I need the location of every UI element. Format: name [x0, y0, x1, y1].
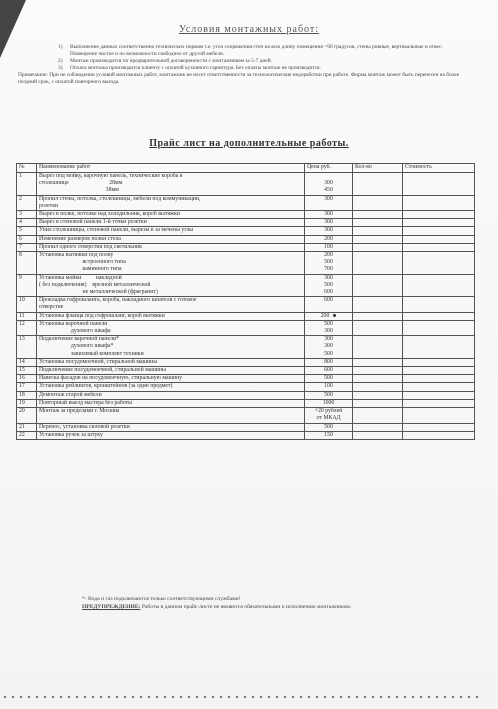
row-price	[305, 399, 353, 407]
row-name-line: Монтаж за пределами г. Москвы	[39, 408, 120, 415]
row-price-line: 500	[324, 423, 333, 430]
row-number: 21	[17, 423, 37, 431]
scan-dot	[404, 696, 406, 698]
row-number: 22	[17, 431, 37, 439]
row-price-line: 1000	[322, 399, 335, 406]
row-price-line	[307, 304, 350, 311]
scan-dot	[252, 696, 254, 698]
row-qty	[353, 391, 403, 399]
condition-number: 3)	[58, 65, 63, 71]
scan-dot	[364, 696, 366, 698]
row-price	[305, 423, 353, 431]
row-price-line: 200	[324, 252, 333, 259]
row-name-line: Упил столешницы, стеновой панели, вырезы в за мечены углы	[39, 227, 194, 234]
row-number: 7	[17, 243, 37, 251]
scan-dot	[84, 696, 86, 698]
row-name-line: Подключение посудомоечной, стиральной машины	[39, 367, 166, 374]
row-price-line: 300	[324, 227, 333, 234]
scan-dot	[44, 696, 46, 698]
row-qty	[353, 399, 403, 407]
row-qty	[353, 358, 403, 366]
scan-dot	[284, 696, 286, 698]
row-name	[37, 399, 305, 407]
scan-dot	[300, 696, 302, 698]
row-price-line: 450	[324, 187, 333, 194]
scan-dot	[324, 696, 326, 698]
row-cost	[403, 383, 475, 391]
row-price-line: 800	[324, 358, 333, 365]
row-price-line: 500	[324, 350, 333, 357]
row-price	[305, 274, 353, 297]
row-price	[305, 431, 353, 439]
condition-text: Выполнение данных соответственно технических нормам т.е. угол сопряжения стен на всю длину помещения =90 градусов, стены ровные, вертикальные и отвес. Помещение чистое и по возможности свободное от другой мебели.	[70, 44, 443, 57]
footer-notes	[82, 595, 462, 611]
condition-number: 2)	[58, 58, 63, 64]
row-cost	[403, 336, 475, 359]
row-name-line: Установка мойки накладной	[39, 274, 122, 281]
table-row	[17, 211, 475, 219]
row-cost	[403, 227, 475, 235]
row-cost	[403, 243, 475, 251]
scan-dot	[204, 696, 206, 698]
scan-dot	[76, 696, 78, 698]
row-name	[37, 243, 305, 251]
row-price-line: 500	[324, 259, 333, 266]
row-price-line: 300	[324, 343, 333, 350]
scan-dot	[388, 696, 390, 698]
row-name	[37, 195, 305, 210]
scan-dot	[372, 696, 374, 698]
row-number: 6	[17, 235, 37, 243]
row-name-line: Навеска фасадов на посудомоечную, стиральную машину	[39, 375, 183, 382]
scan-dot	[332, 696, 334, 698]
scan-dot	[452, 696, 454, 698]
row-qty	[353, 219, 403, 227]
row-cost	[403, 423, 475, 431]
row-name-line: Установка ручек за штуку	[39, 431, 103, 438]
scan-dot	[20, 696, 22, 698]
row-name	[37, 358, 305, 366]
scan-dot	[124, 696, 126, 698]
row-name-line: духового шкафа	[39, 328, 111, 335]
row-name	[37, 423, 305, 431]
row-name-line: Установка посудомоечной, стиральной машины	[39, 358, 158, 365]
row-name	[37, 235, 305, 243]
scan-dot	[108, 696, 110, 698]
row-name-line: Изменение размеров полки стола	[39, 235, 121, 242]
row-price-line: от МКАД	[316, 415, 341, 422]
conditions-note: Примечание: При не соблюдении условий монтажных работ, монтажник не несет ответственности за технологические недоработки при работе. Фирма монтаж может быть перенесен на более поздний срок, с оплатой повторного выезда.	[18, 72, 460, 85]
table-row	[17, 391, 475, 399]
row-name	[37, 367, 305, 375]
scan-dot	[4, 696, 6, 698]
condition-number: 1)	[58, 44, 63, 50]
row-price-line: 200	[324, 235, 333, 242]
row-price	[305, 408, 353, 423]
row-number: 13	[17, 336, 37, 359]
condition-text: Монтаж производится по предварительной договоренности с монтажником за 5-7 дней.	[70, 58, 272, 64]
row-name-line: Перенос, установка силовой розетки	[39, 423, 130, 430]
row-number: 12	[17, 320, 37, 335]
row-qty	[353, 227, 403, 235]
row-qty	[353, 336, 403, 359]
row-number: 16	[17, 375, 37, 383]
row-cost	[403, 235, 475, 243]
table-row	[17, 219, 475, 227]
row-price-line: 500	[324, 281, 333, 288]
row-qty	[353, 211, 403, 219]
row-qty	[353, 320, 403, 335]
row-price-line: 100	[324, 243, 333, 250]
row-qty	[353, 235, 403, 243]
row-name	[37, 383, 305, 391]
row-qty	[353, 243, 403, 251]
scan-dot	[60, 696, 62, 698]
row-name-line: Пропил одного отверстия под светильник	[39, 243, 142, 250]
row-qty	[353, 274, 403, 297]
scan-dot	[260, 696, 262, 698]
row-name	[37, 211, 305, 219]
row-price-line: 600	[324, 367, 333, 374]
row-price-line	[307, 173, 350, 180]
row-price	[305, 219, 353, 227]
table-row	[17, 358, 475, 366]
row-price	[305, 211, 353, 219]
row-price-line: 300	[324, 336, 333, 343]
row-price	[305, 358, 353, 366]
row-name-line: Вырез в полке, потолке над холодильник, короб вытяжки	[39, 211, 180, 218]
scan-dot	[356, 696, 358, 698]
row-name-line: столешнице 28мм	[39, 180, 123, 187]
scan-dot	[228, 696, 230, 698]
row-cost	[403, 195, 475, 210]
row-price-line: 500	[324, 391, 333, 398]
row-number: 19	[17, 399, 37, 407]
row-name	[37, 274, 305, 297]
row-cost	[403, 211, 475, 219]
scan-dot	[116, 696, 118, 698]
scan-dot	[460, 696, 462, 698]
row-name-line: встроенного типа	[39, 259, 126, 266]
scan-dot	[52, 696, 54, 698]
price-list-title: Прайс лист на дополнительные работы.	[149, 138, 349, 149]
table-row	[17, 399, 475, 407]
row-name-line: Пропил стены, потолка, столешницы, мебели под коммуникации,	[39, 195, 201, 202]
scan-dot	[156, 696, 158, 698]
table-row	[17, 336, 475, 359]
row-price	[305, 391, 353, 399]
row-cost	[403, 367, 475, 375]
row-price-line: 300	[324, 195, 333, 202]
row-price-line	[307, 203, 350, 210]
row-number: 1	[17, 173, 37, 196]
row-name	[37, 375, 305, 383]
row-number: 4	[17, 219, 37, 227]
row-price	[305, 336, 353, 359]
scan-dot	[68, 696, 70, 698]
table-header-row	[17, 164, 475, 173]
conditions-list	[18, 44, 462, 86]
scan-dot	[468, 696, 470, 698]
row-name-line: Повторный выезд мастера без работы	[39, 399, 133, 406]
row-name	[37, 431, 305, 439]
condition-text: Оплата монтажа производится клиенту с оплатой кухонного гарнитура. Без оплаты монтаж не производится.	[70, 65, 321, 71]
scan-dot	[420, 696, 422, 698]
scan-dot	[436, 696, 438, 698]
condition-item	[58, 65, 462, 72]
row-number: 8	[17, 252, 37, 275]
row-cost	[403, 274, 475, 297]
table-row	[17, 243, 475, 251]
row-cost	[403, 320, 475, 335]
row-cost	[403, 297, 475, 312]
scan-dot	[428, 696, 430, 698]
row-qty	[353, 312, 403, 320]
scan-dot	[92, 696, 94, 698]
row-price-line: 600	[324, 297, 333, 304]
row-name-line: Установка варочной панели	[39, 320, 108, 327]
table-row	[17, 431, 475, 439]
row-price-line: 150	[324, 431, 333, 438]
row-price	[305, 235, 353, 243]
table-row	[17, 312, 475, 320]
warning-text: Работы в данном прайс-листе не являются обязательными к исполнению монтажником.	[140, 604, 352, 610]
scan-dot	[140, 696, 142, 698]
row-price-line: 300	[324, 274, 333, 281]
table-row	[17, 408, 475, 423]
condition-item	[58, 58, 462, 65]
scan-bottom-dots	[0, 696, 498, 702]
row-price	[305, 195, 353, 210]
row-name-line: духового шкафа*	[39, 343, 114, 350]
scan-dot	[396, 696, 398, 698]
row-name-line: розетки	[39, 202, 59, 209]
table-row	[17, 383, 475, 391]
row-qty	[353, 367, 403, 375]
row-price-line: 700	[324, 266, 333, 273]
row-name	[37, 391, 305, 399]
row-price-line: 300	[324, 328, 333, 335]
row-cost	[403, 173, 475, 196]
table-row	[17, 320, 475, 335]
table-row	[17, 423, 475, 431]
row-qty	[353, 423, 403, 431]
row-name-line: Установка фланца под гофрошланг, короб вытяжки	[39, 312, 165, 319]
scan-dot	[308, 696, 310, 698]
row-name	[37, 219, 305, 227]
warning-label: ПРЕДУПРЕЖДЕНИЕ:	[82, 604, 141, 610]
row-qty	[353, 431, 403, 439]
row-qty	[353, 252, 403, 275]
row-number: 2	[17, 195, 37, 210]
scan-dot	[220, 696, 222, 698]
row-name-line: Установка рейлингов, кронштейнов (за один предмет)	[39, 383, 173, 390]
header-qty: Кол-во	[353, 164, 403, 173]
scan-dot	[12, 696, 14, 698]
scan-dot	[380, 696, 382, 698]
scan-dot	[316, 696, 318, 698]
row-cost	[403, 358, 475, 366]
row-number: 5	[17, 227, 37, 235]
row-name-line: Вырез под мойку, варочную панель, технические короба в	[39, 173, 183, 179]
scan-dot	[476, 696, 478, 698]
scan-dot	[164, 696, 166, 698]
row-qty	[353, 173, 403, 196]
table-row	[17, 252, 475, 275]
row-name	[37, 297, 305, 312]
row-price	[305, 252, 353, 275]
row-name-line: Установка вытяжки под полку	[39, 252, 114, 259]
row-price	[305, 173, 353, 196]
row-name	[37, 320, 305, 335]
row-price-line: 100	[324, 383, 333, 390]
row-name	[37, 252, 305, 275]
row-name-line: каминного типа	[39, 266, 122, 273]
row-cost	[403, 312, 475, 320]
row-price	[305, 312, 353, 320]
scan-dot	[348, 696, 350, 698]
table-row	[17, 297, 475, 312]
scan-dot	[412, 696, 414, 698]
row-number: 11	[17, 312, 37, 320]
row-price-line: +20 рублей	[314, 408, 343, 415]
row-name	[37, 227, 305, 235]
row-qty	[353, 297, 403, 312]
table-row	[17, 227, 475, 235]
row-qty	[353, 383, 403, 391]
scan-dot	[180, 696, 182, 698]
scan-dot	[236, 696, 238, 698]
row-price	[305, 320, 353, 335]
table-row	[17, 375, 475, 383]
table-row	[17, 367, 475, 375]
table-row	[17, 173, 475, 196]
row-name-line: Демонтаж старой мебели	[39, 391, 102, 398]
row-price-line: 600	[324, 289, 333, 296]
scan-dot	[28, 696, 30, 698]
row-qty	[353, 408, 403, 423]
scan-dot	[444, 696, 446, 698]
header-price: Цена руб.	[305, 164, 353, 173]
scan-dot	[268, 696, 270, 698]
ink-dot	[333, 314, 336, 317]
scan-dot	[100, 696, 102, 698]
scan-dot	[212, 696, 214, 698]
table-body	[17, 173, 475, 440]
row-price-line: 200	[307, 313, 350, 320]
scan-dot	[276, 696, 278, 698]
row-qty	[353, 375, 403, 383]
row-name-line: не металлической (фрагранит)	[39, 289, 158, 296]
row-cost	[403, 408, 475, 423]
row-price	[305, 227, 353, 235]
row-price	[305, 375, 353, 383]
scan-dot	[244, 696, 246, 698]
row-cost	[403, 391, 475, 399]
row-number: 10	[17, 297, 37, 312]
row-price-line: 300	[324, 180, 333, 187]
row-number: 3	[17, 211, 37, 219]
row-price	[305, 297, 353, 312]
scan-dot	[196, 696, 198, 698]
row-number: 9	[17, 274, 37, 297]
price-table	[16, 163, 475, 440]
row-price-line: 300	[324, 211, 333, 218]
row-name-line: Прокладка гофрошланга, короба, накладного шпателя с готовое	[39, 297, 197, 304]
row-price	[305, 243, 353, 251]
row-name	[37, 408, 305, 423]
scan-dot	[340, 696, 342, 698]
row-number: 14	[17, 358, 37, 366]
row-name-line: Вырез в стеновой панели 1-й точки розетки	[39, 219, 147, 226]
row-price-line: 500	[324, 375, 333, 382]
table-row	[17, 274, 475, 297]
row-qty	[353, 195, 403, 210]
row-name-line: ( без подключения) врезной металлической	[39, 281, 151, 288]
row-price-line: 300	[324, 219, 333, 226]
row-cost	[403, 431, 475, 439]
table-row	[17, 195, 475, 210]
footer-warning	[82, 603, 462, 611]
scan-dot	[292, 696, 294, 698]
row-name-line: Подключение варочной панели*	[39, 336, 119, 343]
header-name: Наименование работ	[37, 164, 305, 173]
row-cost	[403, 252, 475, 275]
conditions-title: Условия монтажных работ:	[178, 24, 320, 35]
scan-dot	[148, 696, 150, 698]
scan-dot	[188, 696, 190, 698]
row-number: 15	[17, 367, 37, 375]
scan-dot	[36, 696, 38, 698]
row-price-line: 500	[324, 320, 333, 327]
row-name	[37, 336, 305, 359]
header-number: №	[17, 164, 37, 173]
table-row	[17, 235, 475, 243]
row-cost	[403, 375, 475, 383]
row-name	[37, 312, 305, 320]
row-number: 20	[17, 408, 37, 423]
footer-line-gas: *- Вода и газ подключаются только соответствующими службами!	[82, 596, 241, 602]
scan-dot	[172, 696, 174, 698]
row-name-line: 38мм	[39, 187, 119, 194]
condition-item	[58, 44, 462, 58]
row-price	[305, 383, 353, 391]
header-cost: Стоимость	[403, 164, 475, 173]
row-number: 17	[17, 383, 37, 391]
row-name-line: отверстие	[39, 304, 64, 311]
row-cost	[403, 399, 475, 407]
scan-dot	[132, 696, 134, 698]
row-price	[305, 367, 353, 375]
row-name	[37, 173, 305, 196]
row-cost	[403, 219, 475, 227]
row-name-line: зависимый комплект техники	[39, 350, 144, 357]
row-number: 18	[17, 391, 37, 399]
